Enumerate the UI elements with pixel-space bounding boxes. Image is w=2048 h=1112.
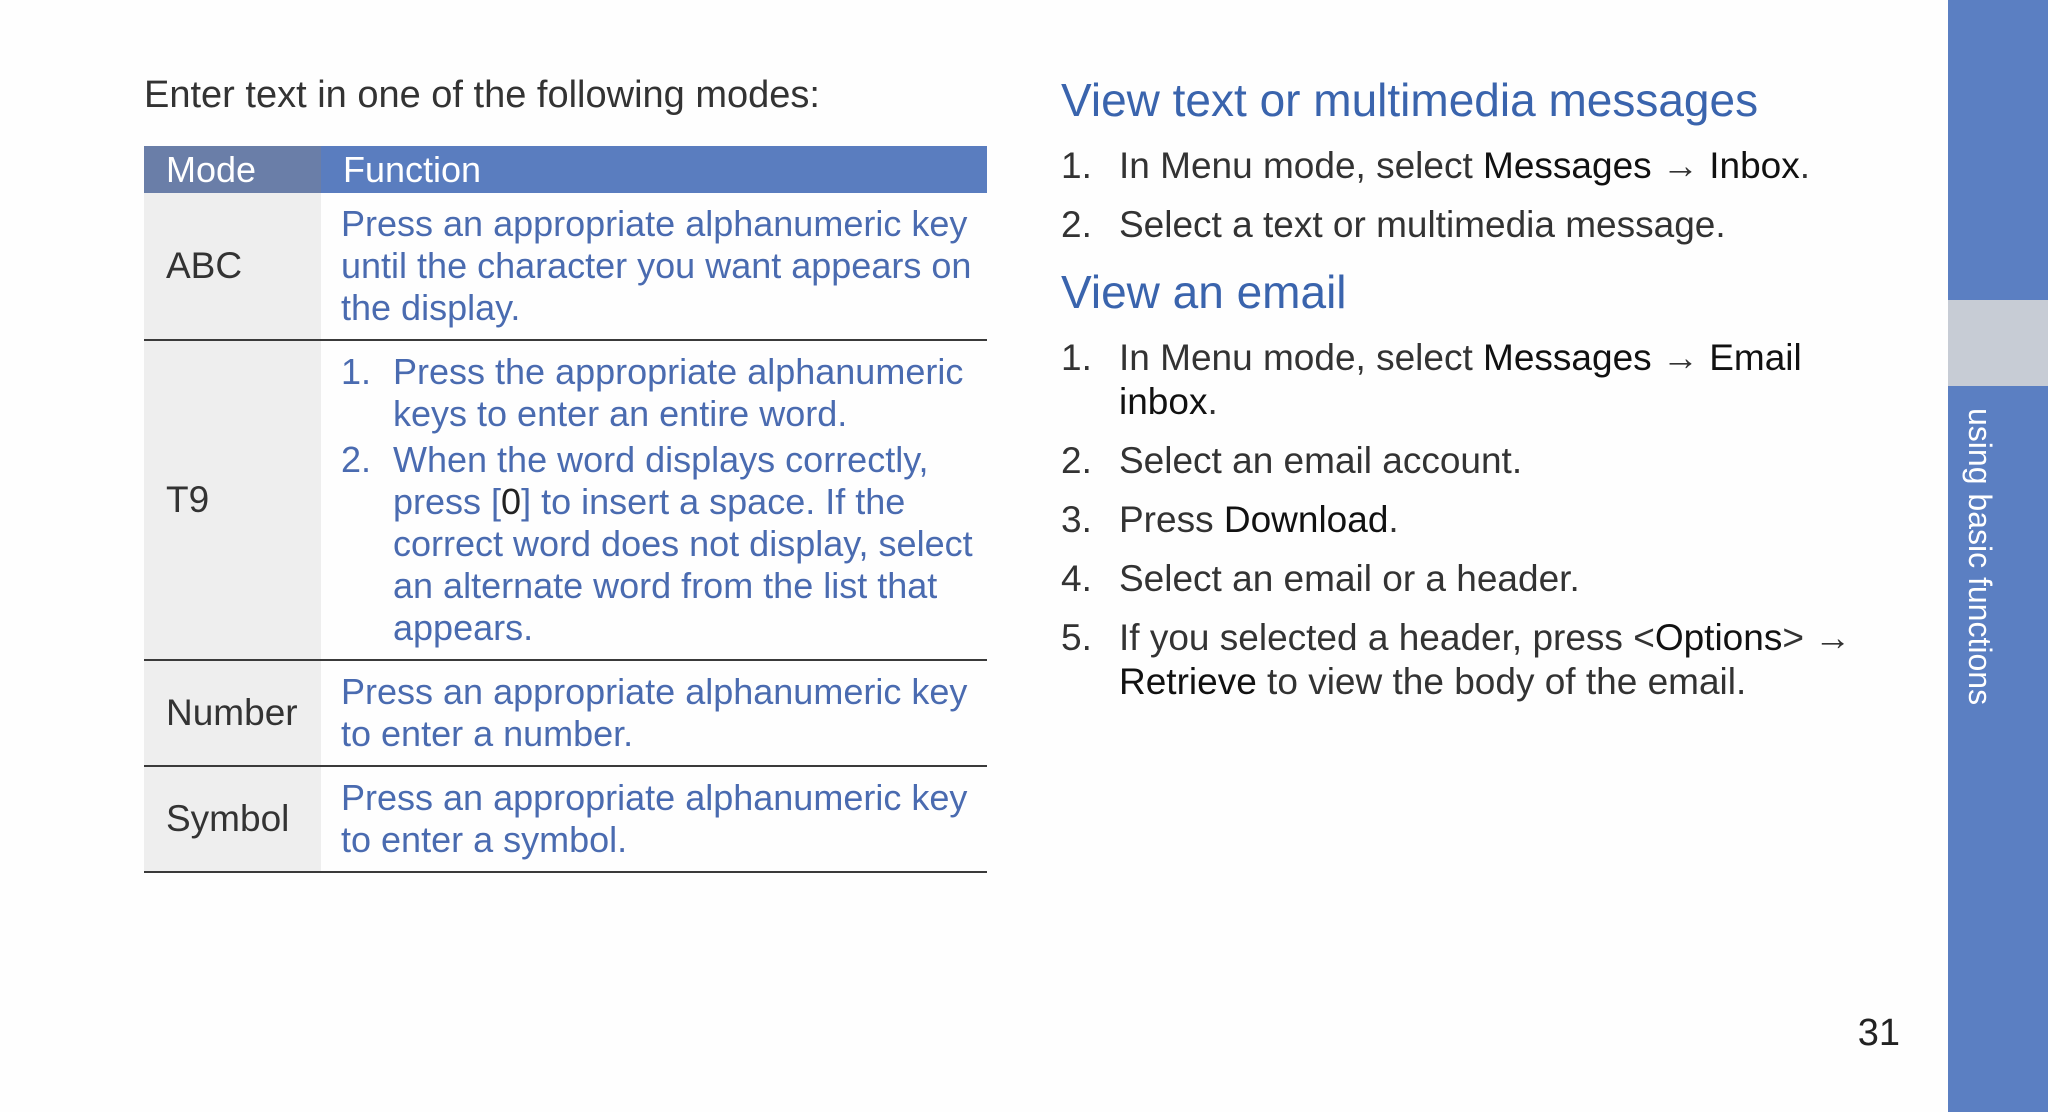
table-row [144,660,987,766]
function-cell: Press an appropriate alphanumeric key to enter a number. [321,660,987,766]
step-text [1119,498,1399,542]
table-row [144,340,987,660]
step-number: 2. [1061,440,1092,481]
modes-table [144,146,987,873]
list-item [341,439,981,649]
header-mode: Mode [144,146,321,193]
step-text: Select an email or a header. [1119,558,1580,599]
chapter-label: using basic functions [1962,408,1998,706]
intro-text: Enter text in one of the following modes: [144,74,820,116]
step-text: Select an email account. [1119,440,1523,481]
list-item [1061,336,1881,424]
step-text [1119,336,1881,424]
step-number: 3. [1061,499,1092,540]
retrieve-label: Retrieve [1119,661,1257,702]
section-title-email: View an email [1061,266,1347,318]
t9-steps-list [341,351,981,649]
list-item [341,351,981,435]
step-text [393,439,981,649]
messages-steps [1061,144,1881,247]
mode-cell: ABC [144,193,321,340]
step-number: 1. [341,351,372,392]
step-text-part: . [1388,499,1399,540]
email-steps [1061,336,1881,704]
step-text-part: In Menu mode, select [1119,145,1484,186]
step-number: 5. [1061,617,1092,658]
list-item [1061,144,1881,188]
menu-inbox: Inbox [1709,145,1800,186]
step-text-part: to view the body of the email. [1256,661,1747,702]
step-number: 4. [1061,558,1092,599]
menu-email-inbox: Email inbox [1119,337,1802,422]
step-number: 1. [1061,145,1092,186]
arrow: → [1651,145,1710,186]
page-number: 31 [1857,1012,1900,1054]
mode-cell: Number [144,660,321,766]
section-title-messages: View text or multimedia messages [1061,74,1759,126]
header-function: Function [321,146,987,193]
step-text-part: ] to insert a space. If the correct word does not display, select an alternate word from the list that appears. [393,481,973,648]
step-text [1119,616,1881,704]
mode-cell: T9 [144,340,321,660]
step-text-part: . [1799,145,1811,186]
key-zero: 0 [501,481,522,522]
mode-cell: Symbol [144,766,321,872]
step-text-part: > → [1782,617,1852,658]
step-text: Select a text or multimedia message. [1119,204,1726,245]
step-text-part: In Menu mode, select [1119,337,1484,378]
table-header-row [144,146,987,193]
right-column [1061,70,1881,719]
sidebar-tab-marker [1948,300,2048,386]
download-label: Download [1223,499,1389,540]
list-item [1061,557,1881,601]
table-row [144,193,987,340]
function-cell: Press an appropriate alphanumeric key until the character you want appears on the display. [321,193,987,340]
step-text-part: . [1207,381,1218,422]
step-number: 2. [341,439,372,480]
menu-messages: Messages [1483,145,1652,186]
step-text-part: If you selected a header, press < [1119,617,1655,658]
step-text-part: When the word displays correctly, press [ [393,439,929,522]
step-text [1119,144,1810,188]
arrow: → [1651,337,1710,378]
step-number: 1. [1061,337,1092,378]
list-item [1061,616,1881,704]
list-item [1061,498,1881,542]
menu-messages: Messages [1483,337,1652,378]
list-item [1061,439,1881,483]
chapter-sidebar [1948,0,2048,1112]
step-text-part: Press [1119,499,1224,540]
function-cell [321,340,987,660]
function-cell: Press an appropriate alphanumeric key to enter a symbol. [321,766,987,872]
options-label: Options [1654,617,1783,658]
step-number: 2. [1061,204,1092,245]
list-item [1061,203,1881,247]
step-text: Press the appropriate alphanumeric keys to enter an entire word. [393,351,964,434]
table-row [144,766,987,872]
